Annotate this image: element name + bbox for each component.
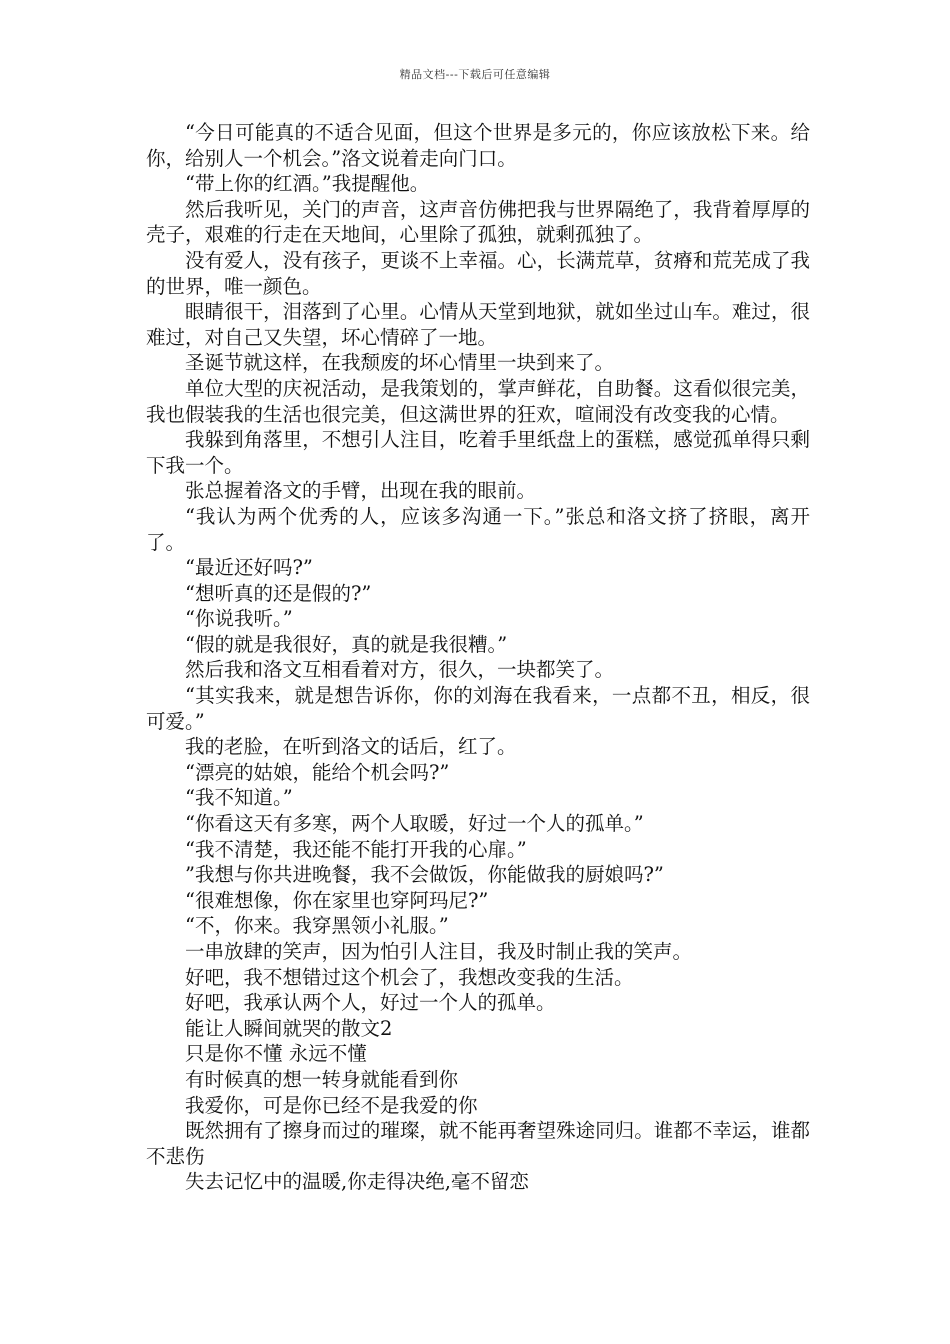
paragraph: 张总握着洛文的手臂，出现在我的眼前。 (185, 479, 537, 503)
paragraph: 没有爱人，没有孩子，更谈不上幸福。心，长满荒草，贫瘠和荒芜成了我的世界，唯一颜色。 (146, 248, 810, 298)
paragraph: “今日可能真的不适合见面，但这个世界是多元的，你应该放松下来。给你，给别人一个机会。”洛文说着走向门口。 (146, 121, 810, 170)
paragraph: 我爱你，可是你已经不是我爱的你 (185, 1093, 478, 1117)
paragraph: “我不知道。” (185, 786, 293, 810)
paragraph: “想听真的还是假的?” (185, 581, 372, 605)
paragraph: “你看这天有多寒，两个人取暖，好过一个人的孤单。” (185, 812, 644, 836)
paragraph: 既然拥有了擦身而过的璀璨，就不能再奢望殊途同归。谁都不幸运，谁都不悲伤 (146, 1119, 810, 1168)
paragraph: 单位大型的庆祝活动，是我策划的，掌声鲜花，自助餐。这看似很完美，我也假装我的生活也很完美，但这满世界的狂欢，喧闹没有改变我的心情。 (146, 376, 810, 426)
paragraph: “很难想像，你在家里也穿阿玛尼?” (185, 888, 489, 912)
paragraph: 然后我听见，关门的声音，这声音仿佛把我与世界隔绝了，我背着厚厚的壳子，艰难的行走在天地间，心里除了孤独，就剩孤独了。 (146, 197, 810, 247)
paragraph: 然后我和洛文互相看着对方，很久，一块都笑了。 (185, 658, 615, 682)
paragraph: “不，你来。我穿黑领小礼服。” (185, 914, 449, 938)
paragraph: 我的老脸，在听到洛文的话后，红了。 (185, 735, 517, 759)
paragraph: “假的就是我很好，真的就是我很糟。” (185, 632, 508, 656)
paragraph: ”我想与你共进晚餐，我不会做饭，你能做我的厨娘吗?” (185, 863, 664, 887)
section-heading: 能让人瞬间就哭的散文2 (185, 1016, 393, 1040)
paragraph: “我不清楚，我还能不能打开我的心扉。” (185, 837, 527, 861)
paragraph: 眼睛很干，泪落到了心里。心情从天堂到地狱，就如坐过山车。难过，很难过，对自己又失望，坏心情碎了一地。 (146, 300, 810, 349)
paragraph: 一串放肆的笑声，因为怕引人注目，我及时制止我的笑声。 (185, 940, 693, 963)
paragraph: 失去记忆中的温暖,你走得决绝,毫不留恋 (185, 1170, 529, 1194)
paragraph: “漂亮的姑娘，能给个机会吗?” (185, 760, 450, 784)
page-header: 精品文档---下载后可任意编辑 (399, 68, 551, 81)
paragraph: “你说我听。” (185, 607, 293, 631)
paragraph: 有时候真的想一转身就能看到你 (185, 1067, 459, 1091)
paragraph: “带上你的红酒。”我提醒他。 (185, 172, 430, 196)
paragraph: 只是你不懂 永远不懂 (185, 1042, 367, 1066)
paragraph: “我认为两个优秀的人，应该多沟通一下。”张总和洛文挤了挤眼，离开了。 (146, 504, 810, 554)
paragraph: “最近还好吗?” (185, 556, 313, 580)
paragraph: 我躲到角落里，不想引人注目，吃着手里纸盘上的蛋糕，感觉孤单得只剩下我一个。 (146, 428, 810, 477)
paragraph: 圣诞节就这样，在我颓废的坏心情里一块到来了。 (185, 351, 615, 375)
paragraph: 好吧，我不想错过这个机会了，我想改变我的生活。 (185, 965, 634, 989)
document-body (146, 120, 810, 1195)
paragraph: 好吧，我承认两个人，好过一个人的孤单。 (185, 991, 556, 1015)
paragraph: “其实我来，就是想告诉你，你的刘海在我看来，一点都不丑，相反，很可爱。” (146, 684, 810, 733)
